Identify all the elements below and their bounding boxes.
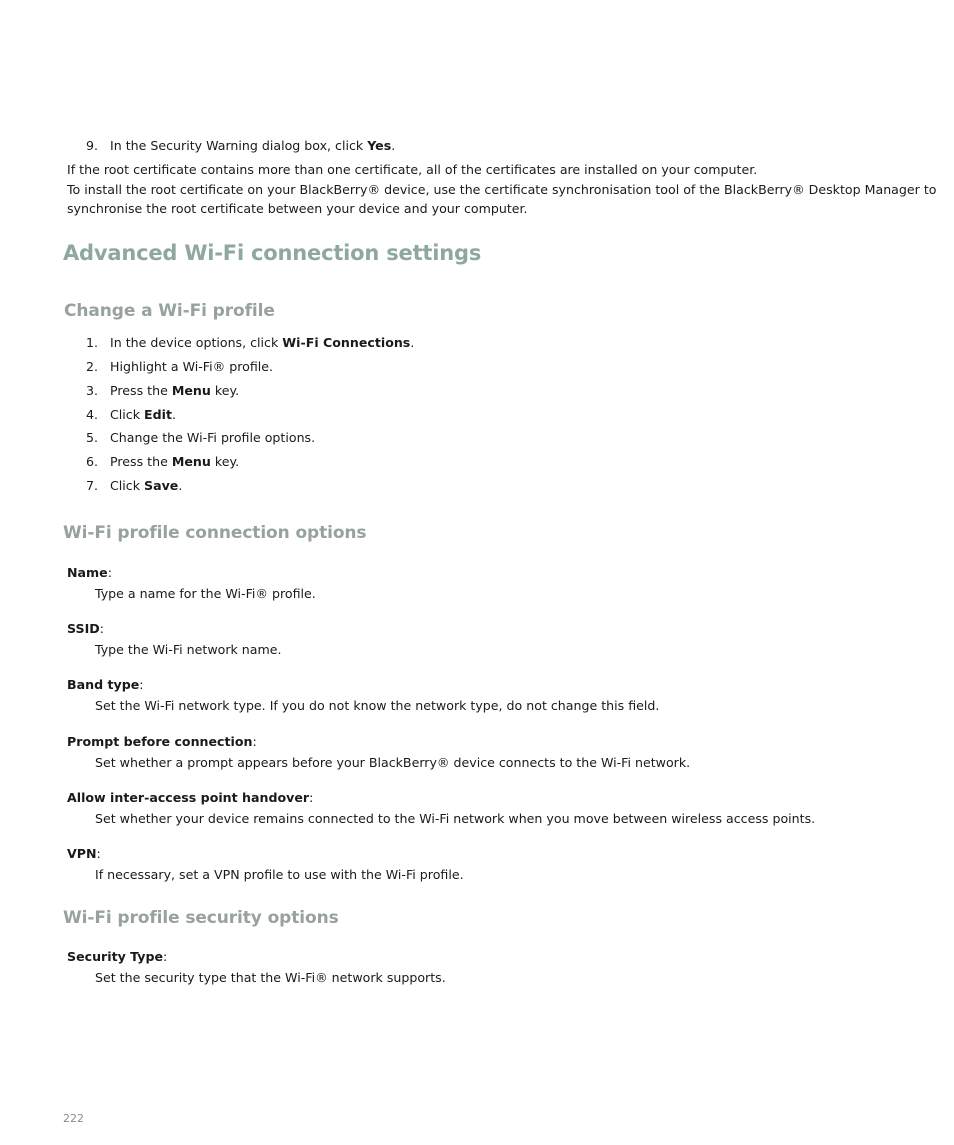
definition-text: If necessary, set a VPN profile to use with the Wi-Fi profile.: [95, 867, 464, 882]
definition-term: Band type:: [67, 677, 144, 692]
definition-term: Allow inter-access point handover:: [67, 790, 314, 805]
list-item: [0, 478, 954, 494]
paragraph: To install the root certificate on your BlackBerry® device, use the certificate synchronisation tool of the BlackBerry® Desktop Manager to: [67, 182, 937, 197]
step-number: 7.: [85, 478, 98, 493]
definition-text: Type the Wi-Fi network name.: [95, 642, 282, 657]
page-number: 222: [63, 1112, 84, 1125]
step-text: Highlight a Wi-Fi® profile.: [110, 359, 274, 374]
definition-term: Name:: [67, 565, 112, 580]
list-item: [0, 138, 954, 154]
list-item: [0, 359, 954, 375]
list-item: [0, 383, 954, 399]
step-text: In the device options, click Wi-Fi Connections.: [110, 335, 415, 350]
step-text: Press the Menu key.: [110, 454, 240, 469]
paragraph: If the root certificate contains more than one certificate, all of the certificates are installed on your computer.: [67, 162, 758, 177]
list-item: [0, 430, 954, 446]
step-number: 1.: [85, 335, 98, 350]
step-number: 3.: [85, 383, 98, 398]
subsection-heading: Change a Wi-Fi profile: [64, 301, 275, 321]
step-number: 6.: [85, 454, 98, 469]
step-number: 5.: [85, 430, 98, 445]
step-number: 9.: [85, 138, 98, 153]
step-number: 2.: [85, 359, 98, 374]
subsection-heading: Wi-Fi profile security options: [63, 908, 339, 928]
definition-term: Security Type:: [67, 949, 168, 964]
step-text: Click Edit.: [110, 407, 176, 422]
paragraph: synchronise the root certificate between your device and your computer.: [67, 201, 528, 216]
definition-text: Set whether a prompt appears before your BlackBerry® device connects to the Wi-Fi network.: [95, 755, 691, 770]
definition-term: Prompt before connection:: [67, 734, 257, 749]
step-number: 4.: [85, 407, 98, 422]
definition-term: SSID:: [67, 621, 104, 636]
subsection-heading: Wi-Fi profile connection options: [63, 523, 367, 543]
definition-text: Set the Wi-Fi network type. If you do not know the network type, do not change this field.: [95, 698, 660, 713]
step-text: Change the Wi-Fi profile options.: [110, 430, 316, 445]
step-text: Click Save.: [110, 478, 183, 493]
list-item: [0, 335, 954, 351]
definition-text: Set the security type that the Wi-Fi® network supports.: [95, 970, 446, 985]
definition-text: Type a name for the Wi-Fi® profile.: [95, 586, 316, 601]
definition-term: VPN:: [67, 846, 101, 861]
definition-text: Set whether your device remains connected to the Wi-Fi network when you move between wireless access points.: [95, 811, 816, 826]
list-item: [0, 407, 954, 423]
list-item: [0, 454, 954, 470]
step-text: In the Security Warning dialog box, click Yes.: [110, 138, 396, 153]
step-text: Press the Menu key.: [110, 383, 240, 398]
section-title: Advanced Wi-Fi connection settings: [63, 241, 482, 265]
